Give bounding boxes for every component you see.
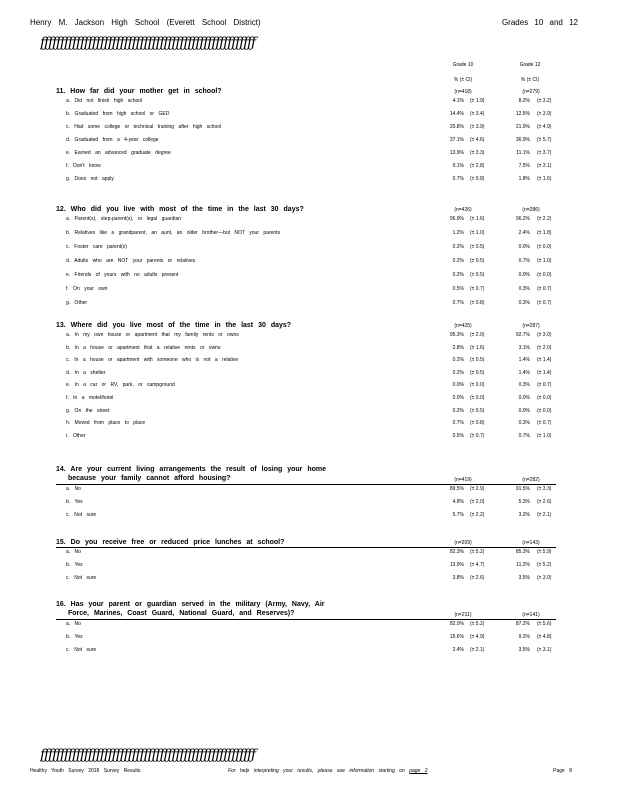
grade12-percent: 3.5% bbox=[518, 575, 530, 581]
grade12-ci: (± 0.7) bbox=[537, 382, 552, 389]
decorative-rule-bottom: ƒƒƒƒƒƒƒƒƒƒƒƒƒƒƒƒƒƒƒƒƒƒƒƒƒƒƒƒƒƒƒƒƒƒƒƒƒƒƒƒƒƒƒƒƒƒƒƒƒƒƒƒƒƒ bbox=[40, 748, 256, 762]
grade12-percent: 2.4% bbox=[518, 230, 530, 236]
grade10-ci: (± 0.5) bbox=[470, 407, 485, 414]
question-title: 15. Do you receive free or reduced price lunches at school? bbox=[56, 539, 285, 546]
grade12-ci: (± 0.0) bbox=[537, 244, 552, 250]
response-label: b. Yes bbox=[66, 634, 83, 640]
grade10-ci: (± 0.5) bbox=[470, 244, 485, 250]
grade10-ci: (± 2.0) bbox=[470, 499, 485, 505]
grade10-ci: (± 1.9) bbox=[470, 98, 485, 104]
response-label: c. Had some college or technical training after high school bbox=[66, 124, 222, 130]
grade10-percent: 3.8% bbox=[452, 575, 464, 581]
response-label: e. Earned an advanced graduate degree bbox=[66, 150, 171, 156]
response-label: a. Did not finish high school bbox=[66, 98, 143, 104]
grade12-ci: (± 1.6) bbox=[537, 176, 552, 182]
sample-size-g10: (n=209) bbox=[454, 540, 472, 546]
grade12-ci: (± 0.0) bbox=[537, 395, 552, 401]
grade12-percent: 96.2% bbox=[515, 216, 530, 222]
question-title-continued: because your family cannot afford housing? bbox=[68, 475, 231, 482]
response-row bbox=[0, 150, 618, 162]
grade12-ci: (± 1.0) bbox=[537, 258, 552, 264]
grade12-ci: (± 1.0) bbox=[537, 432, 552, 439]
response-label: f. Don't know bbox=[66, 163, 101, 169]
decorative-rule-top: ƒƒƒƒƒƒƒƒƒƒƒƒƒƒƒƒƒƒƒƒƒƒƒƒƒƒƒƒƒƒƒƒƒƒƒƒƒƒƒƒƒƒƒƒƒƒƒƒƒƒƒƒƒƒ bbox=[40, 36, 256, 50]
response-row bbox=[0, 357, 618, 369]
sample-size-g12: (n=286) bbox=[522, 207, 540, 213]
sample-size-g10: (n=418) bbox=[454, 89, 472, 95]
response-label: g. On the street bbox=[66, 407, 110, 414]
grade10-percent: 4.8% bbox=[452, 499, 464, 505]
response-row bbox=[0, 433, 618, 445]
response-label: g. Does not apply bbox=[66, 176, 114, 182]
grade10-ci: (± 2.2) bbox=[470, 512, 485, 518]
response-label: c. Not sure bbox=[66, 575, 97, 581]
question-title-continued: Force, Marines, Coast Guard, National Guard, and Reserves)? bbox=[68, 610, 295, 617]
sample-size-g12: (n=282) bbox=[522, 477, 540, 483]
question-title: 11. How far did your mother get in school? bbox=[56, 88, 222, 95]
grade10-ci: (± 2.0) bbox=[470, 332, 485, 338]
grade10-ci: (± 0.5) bbox=[470, 272, 485, 278]
sample-size-g10: (n=426) bbox=[454, 207, 472, 213]
response-label: b. Relatives like a grandparent, an aunt, an older brother—but NOT your parents bbox=[66, 230, 281, 236]
response-label: c. Not sure bbox=[66, 512, 97, 518]
response-label: b. Yes bbox=[66, 499, 83, 505]
response-label: f. On your own bbox=[66, 286, 108, 292]
response-row bbox=[0, 272, 618, 284]
grade12-percent: 11.2% bbox=[516, 562, 530, 568]
grade10-ci: (± 2.1) bbox=[470, 647, 485, 653]
grade10-ci: (± 2.6) bbox=[470, 575, 485, 581]
question-title: 14. Are your current living arrangements the result of losing your home bbox=[56, 466, 327, 473]
response-label: a. Parent(s), step-parent(s), or legal guardian bbox=[66, 216, 182, 222]
grade10-percent: 4.1% bbox=[452, 98, 464, 104]
grade10-ci: (± 2.8) bbox=[470, 163, 485, 169]
column-header-grade12 bbox=[500, 62, 560, 83]
grade10-percent: 0.5% bbox=[452, 286, 464, 292]
response-label: d. In a shelter bbox=[66, 369, 106, 376]
response-row bbox=[0, 300, 618, 312]
grade10-percent: 37.1% bbox=[449, 137, 464, 143]
column-header-grade10 bbox=[433, 62, 493, 83]
grade10-ci: (± 0.8) bbox=[470, 420, 485, 427]
response-row bbox=[0, 512, 618, 524]
grade12-ci: (± 2.6) bbox=[537, 499, 552, 505]
grade12-ci: (± 3.1) bbox=[537, 163, 552, 169]
response-row bbox=[0, 634, 618, 646]
response-row bbox=[0, 575, 618, 587]
question-divider bbox=[56, 547, 556, 548]
grade12-percent: 85.3% bbox=[515, 549, 530, 555]
sample-size-g10: (n=211) bbox=[454, 612, 472, 618]
sample-size-g10: (n=419) bbox=[454, 477, 472, 483]
grade10-ci: (± 0.8) bbox=[470, 300, 485, 306]
grade12-percent: 87.2% bbox=[515, 621, 530, 627]
sample-size-g12: (n=141) bbox=[522, 612, 540, 618]
response-row bbox=[0, 124, 618, 136]
grade10-percent: 0.0% bbox=[452, 395, 464, 401]
grade12-ci: (± 3.3) bbox=[537, 486, 552, 492]
report-header-school: Henry M. Jackson High School (Everett School District) bbox=[30, 18, 261, 27]
grade12-percent: 0.0% bbox=[518, 395, 530, 401]
grade12-percent: 0.0% bbox=[518, 244, 530, 250]
response-label: h. Moved from place to place bbox=[66, 420, 146, 427]
grade12-percent: 3.2% bbox=[518, 512, 530, 518]
grade10-percent: 20.8% bbox=[449, 124, 464, 130]
grade10-ci: (± 1.0) bbox=[470, 230, 485, 236]
response-label: a. No bbox=[66, 549, 81, 555]
response-label: a. In my own house or apartment that my family rents or owns bbox=[66, 332, 239, 338]
response-label: b. Graduated from high school or GED bbox=[66, 111, 170, 117]
response-label: b. In a house or apartment that a relative rents or owns bbox=[66, 344, 221, 351]
report-header-grades: Grades 10 and 12 bbox=[501, 18, 578, 27]
grade10-ci: (± 0.0) bbox=[470, 382, 485, 389]
grade10-ci: (± 3.3) bbox=[470, 150, 485, 156]
response-row bbox=[0, 382, 618, 394]
response-row bbox=[0, 408, 618, 420]
grade10-ci: (± 4.7) bbox=[470, 562, 485, 568]
grade10-ci: (± 5.2) bbox=[470, 549, 485, 555]
grade10-percent: 82.0% bbox=[449, 621, 464, 627]
grade12-ci: (± 2.0) bbox=[537, 344, 552, 351]
response-row bbox=[0, 216, 618, 228]
grade12-ci: (± 0.7) bbox=[537, 420, 552, 427]
grade12-percent: 0.3% bbox=[518, 382, 530, 389]
response-row bbox=[0, 163, 618, 175]
question-title: 16. Has your parent or guardian served in the military (Army, Navy, Air bbox=[56, 601, 325, 608]
grade12-percent: 1.4% bbox=[518, 357, 530, 364]
grade10-percent: 82.3% bbox=[449, 549, 464, 555]
grade10-percent: 0.2% bbox=[452, 272, 464, 278]
grade12-percent: 5.3% bbox=[518, 499, 530, 505]
grade12-percent: 92.7% bbox=[515, 332, 530, 338]
footer-page-link[interactable]: page 2 bbox=[409, 768, 428, 774]
grade12-percent: 8.2% bbox=[518, 98, 530, 104]
response-label: c. Foster care parent(s) bbox=[66, 244, 127, 250]
grade10-percent: 96.9% bbox=[449, 216, 464, 222]
grade12-ci: (± 5.2) bbox=[537, 562, 552, 568]
grade10-percent: 5.7% bbox=[452, 512, 464, 518]
grade12-ci: (± 1.4) bbox=[537, 357, 552, 364]
grade10-ci: (± 0.8) bbox=[470, 176, 485, 182]
grade12-percent: 0.0% bbox=[518, 272, 530, 278]
sample-size-g12: (n=279) bbox=[522, 89, 540, 95]
response-row bbox=[0, 286, 618, 298]
response-label: c. Not sure bbox=[66, 647, 97, 653]
grade12-ci: (± 3.7) bbox=[537, 150, 552, 156]
sample-size-g12: (n=287) bbox=[522, 323, 540, 329]
grade12-ci: (± 5.6) bbox=[537, 621, 552, 627]
column-label: Grade 10 bbox=[452, 62, 474, 68]
grade10-percent: 89.5% bbox=[449, 486, 464, 492]
grade12-percent: 91.5% bbox=[515, 486, 530, 492]
grade12-percent: 7.5% bbox=[518, 163, 530, 169]
sample-size-g10: (n=425) bbox=[454, 323, 472, 329]
grade10-ci: (± 1.6) bbox=[470, 216, 485, 222]
grade10-ci: (± 4.9) bbox=[470, 634, 485, 640]
grade10-percent: 0.2% bbox=[452, 369, 464, 376]
column-ci-label: % (± CI) bbox=[453, 77, 473, 83]
response-row bbox=[0, 137, 618, 149]
grade12-ci: (± 3.0) bbox=[537, 332, 552, 338]
response-row bbox=[0, 420, 618, 432]
question-divider bbox=[56, 484, 556, 485]
grade10-percent: 13.9% bbox=[449, 150, 464, 156]
grade12-ci: (± 5.7) bbox=[537, 137, 552, 143]
grade12-ci: (± 2.1) bbox=[537, 512, 552, 518]
grade10-ci: (± 0.5) bbox=[470, 258, 485, 264]
grade10-percent: 9.1% bbox=[452, 163, 464, 169]
grade10-percent: 14.4% bbox=[449, 111, 464, 117]
question-title: 12. Who did you live with most of the time in the last 30 days? bbox=[56, 206, 304, 213]
question-title: 13. Where did you live most of the time in the last 30 days? bbox=[56, 322, 292, 329]
grade12-ci: (± 0.7) bbox=[537, 300, 552, 306]
footer-survey-title: Healthy Youth Survey 2018 Survey Results bbox=[30, 768, 141, 774]
grade10-ci: (± 2.9) bbox=[470, 486, 485, 492]
footer-page-number: Page 8 bbox=[553, 768, 572, 774]
response-row bbox=[0, 244, 618, 256]
response-row bbox=[0, 647, 618, 659]
question-divider bbox=[56, 619, 556, 620]
grade10-percent: 0.2% bbox=[452, 407, 464, 414]
grade10-ci: (± 0.5) bbox=[470, 369, 485, 376]
grade10-percent: 2.4% bbox=[452, 647, 464, 653]
grade12-ci: (± 0.7) bbox=[537, 286, 552, 292]
response-label: d. Graduated from a 4-year college bbox=[66, 137, 159, 143]
response-row bbox=[0, 332, 618, 344]
response-row bbox=[0, 395, 618, 407]
grade12-percent: 3.5% bbox=[518, 647, 530, 653]
response-row bbox=[0, 176, 618, 188]
response-label: g. Other bbox=[66, 300, 88, 306]
grade12-percent: 21.9% bbox=[515, 124, 530, 130]
grade10-percent: 95.3% bbox=[449, 332, 464, 338]
grade12-percent: 0.0% bbox=[518, 407, 530, 414]
grade12-percent: 0.3% bbox=[518, 420, 530, 427]
grade12-percent: 3.1% bbox=[518, 344, 530, 351]
grade12-ci: (± 0.0) bbox=[537, 407, 552, 414]
response-row bbox=[0, 621, 618, 633]
grade10-ci: (± 1.6) bbox=[470, 344, 485, 351]
grade12-ci: (± 2.2) bbox=[537, 216, 552, 222]
grade12-percent: 1.4% bbox=[518, 369, 530, 376]
sample-size-g12: (n=143) bbox=[522, 540, 540, 546]
grade10-ci: (± 0.7) bbox=[470, 432, 485, 439]
response-label: e. Friends of yours with no adults present bbox=[66, 272, 179, 278]
grade10-ci: (± 4.6) bbox=[470, 137, 485, 143]
grade12-ci: (± 3.9) bbox=[537, 111, 552, 117]
grade12-ci: (± 4.8) bbox=[537, 634, 552, 640]
response-row bbox=[0, 345, 618, 357]
grade12-ci: (± 1.4) bbox=[537, 369, 552, 376]
response-label: f. In a motel/hotel bbox=[66, 395, 114, 401]
grade10-ci: (± 0.0) bbox=[470, 395, 485, 401]
grade12-percent: 0.3% bbox=[518, 300, 530, 306]
response-label: d. Adults who are NOT your parents or relatives bbox=[66, 258, 196, 264]
grade12-percent: 0.7% bbox=[518, 258, 530, 264]
grade10-percent: 0.0% bbox=[452, 382, 464, 389]
response-row bbox=[0, 562, 618, 574]
grade12-ci: (± 4.9) bbox=[537, 124, 552, 130]
response-label: a. No bbox=[66, 486, 81, 492]
grade12-percent: 12.5% bbox=[515, 111, 530, 117]
grade10-percent: 0.5% bbox=[452, 432, 464, 439]
grade12-percent: 1.8% bbox=[518, 176, 530, 182]
response-row bbox=[0, 111, 618, 123]
grade10-percent: 0.2% bbox=[452, 357, 464, 364]
response-label: e. In a car or RV, park, or campground bbox=[66, 382, 175, 389]
grade10-ci: (± 0.5) bbox=[470, 357, 485, 364]
grade10-percent: 1.2% bbox=[452, 230, 464, 236]
grade12-ci: (± 3.0) bbox=[537, 575, 552, 581]
grade10-percent: 0.7% bbox=[452, 176, 464, 182]
grade12-percent: 36.9% bbox=[515, 137, 530, 143]
response-label: a. No bbox=[66, 621, 81, 627]
grade10-percent: 2.8% bbox=[452, 344, 464, 351]
grade12-ci: (± 1.8) bbox=[537, 230, 552, 236]
response-row bbox=[0, 258, 618, 270]
response-row bbox=[0, 499, 618, 511]
grade10-ci: (± 3.4) bbox=[470, 111, 485, 117]
footer-help-label: For help interpreting your results, please see information starting on bbox=[228, 768, 405, 774]
grade10-percent: 13.9% bbox=[449, 562, 464, 568]
column-label: Grade 12 bbox=[519, 62, 541, 68]
grade10-percent: 0.7% bbox=[452, 300, 464, 306]
grade10-percent: 15.6% bbox=[449, 634, 464, 640]
grade12-ci: (± 0.0) bbox=[537, 272, 552, 278]
grade10-percent: 0.2% bbox=[452, 258, 464, 264]
response-row bbox=[0, 486, 618, 498]
response-label: b. Yes bbox=[66, 562, 83, 568]
grade12-percent: 0.7% bbox=[518, 432, 530, 439]
response-row bbox=[0, 98, 618, 110]
grade12-percent: 9.2% bbox=[518, 634, 530, 640]
response-label: i. Other bbox=[66, 432, 86, 439]
grade10-ci: (± 0.7) bbox=[470, 286, 485, 292]
footer-help-text bbox=[228, 768, 428, 774]
response-row bbox=[0, 549, 618, 561]
grade12-percent: 11.1% bbox=[516, 150, 530, 156]
column-ci-label: % (± CI) bbox=[520, 77, 540, 83]
grade12-ci: (± 3.2) bbox=[537, 98, 552, 104]
grade10-ci: (± 3.9) bbox=[470, 124, 485, 130]
grade12-ci: (± 5.9) bbox=[537, 549, 552, 555]
grade12-ci: (± 3.1) bbox=[537, 647, 552, 653]
grade12-percent: 0.3% bbox=[518, 286, 530, 292]
grade10-ci: (± 5.2) bbox=[470, 621, 485, 627]
response-row bbox=[0, 370, 618, 382]
response-label: c. In a house or apartment with someone who is not a relative bbox=[66, 357, 239, 364]
grade10-percent: 0.2% bbox=[452, 244, 464, 250]
grade10-percent: 0.7% bbox=[452, 420, 464, 427]
response-row bbox=[0, 230, 618, 242]
